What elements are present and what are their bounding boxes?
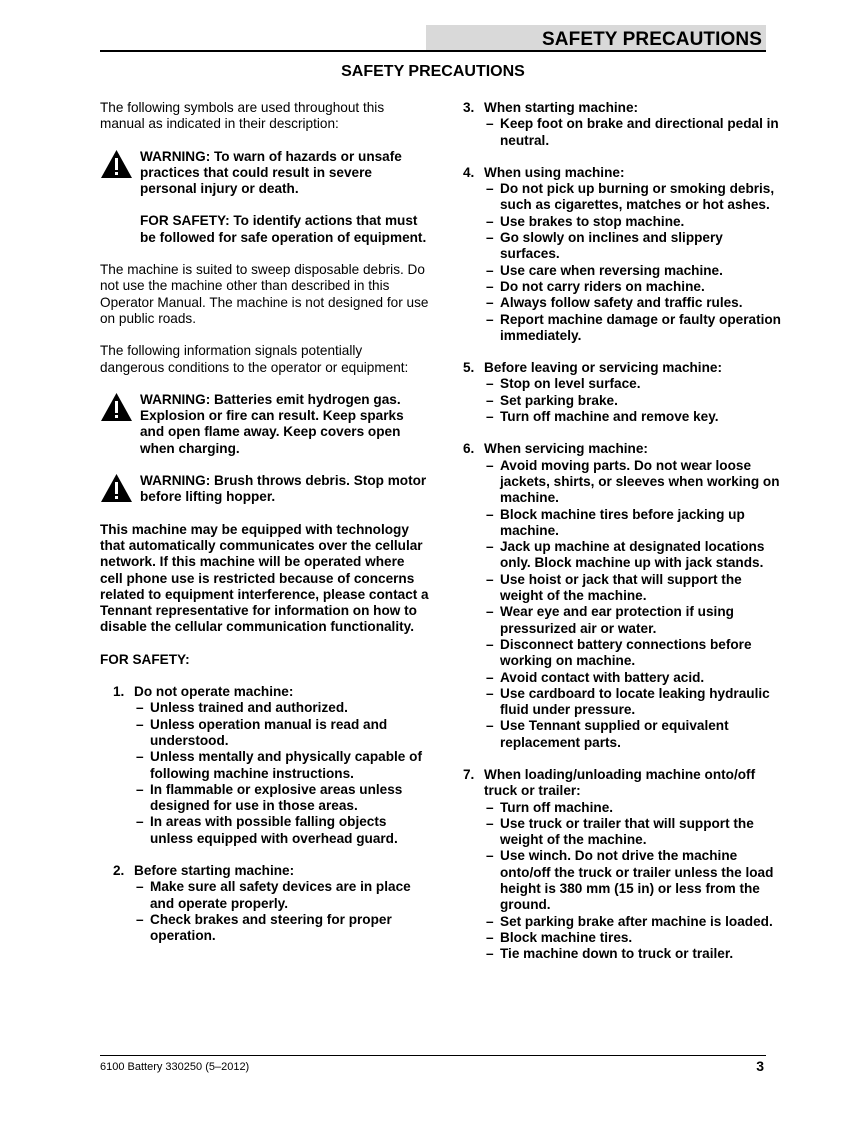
list-item: – Avoid moving parts. Do not wear loose jackets, shirts, or sleeves when working on machine.	[486, 457, 780, 506]
list-item: – Jack up machine at designated locations only. Block machine up with jack stands.	[486, 539, 765, 571]
list-item: – Unless mentally and physically capable of following machine instructions.	[136, 749, 422, 781]
list-item: – Use cardboard to locate leaking hydraulic fluid under pressure.	[486, 685, 770, 718]
list-item: – Avoid contact with battery acid.	[486, 669, 705, 685]
section-title: When starting machine:	[484, 100, 639, 115]
cellular-paragraph: This machine may be equipped with technology that automatically communicates over the cellular network. If this machine will be operated where cell phone use is restricted because of concerns related to equipment interference, please contact a Tennant representative for information on how to disable the cellular communication functionality.	[100, 521, 429, 635]
section-number: 1.	[113, 684, 125, 700]
list-item: – Keep foot on brake and directional pedal in neutral.	[486, 116, 779, 148]
list-item: – Do not pick up burning or smoking debris, such as cigarettes, matches or hot ashes.	[486, 181, 775, 213]
footer-doc-id: 6100 Battery 330250 (5–2012)	[100, 1061, 250, 1073]
safety-section	[463, 100, 783, 149]
list-item: – Report machine damage or faulty operation immediately.	[486, 311, 781, 343]
section-title: Before leaving or servicing machine:	[484, 360, 722, 376]
section-title: Before starting machine:	[134, 862, 295, 878]
section-number: 3.	[463, 100, 475, 115]
safety-definition: FOR SAFETY: To identify actions that must be followed for safe operation of equipment.	[140, 213, 427, 245]
warning-definition: WARNING: To warn of hazards or unsafe practices that could result in severe personal injury or death.	[140, 148, 402, 197]
list-item: – Unless operation manual is read and understood.	[136, 716, 388, 748]
list-item: – Tie machine down to truck or trailer.	[486, 946, 734, 962]
list-item: – Go slowly on inclines and slippery surfaces.	[486, 230, 723, 262]
list-item: – Use truck or trailer that will support the weight of the machine.	[486, 815, 754, 848]
list-item: – Set parking brake.	[486, 392, 618, 408]
safety-section	[463, 360, 783, 425]
list-item: – Use winch. Do not drive the machine onto/off the truck or trailer unless the load height is 380 mm (15 in) or less from the ground.	[486, 848, 774, 913]
page-title: SAFETY PRECAUTIONS	[341, 63, 525, 80]
section-title: When using machine:	[484, 164, 625, 180]
warning-brush: WARNING: Brush throws debris. Stop motor before lifting hopper.	[140, 473, 427, 505]
left-column	[100, 100, 430, 960]
safety-section	[463, 165, 783, 344]
section-number: 4.	[463, 164, 475, 180]
list-item: – Make sure all safety devices are in place and operate properly.	[136, 879, 411, 911]
footer-rule	[100, 1055, 766, 1056]
safety-section	[113, 684, 430, 847]
header-rule	[100, 50, 766, 52]
section-title: When loading/unloading machine onto/off truck or trailer:	[484, 766, 756, 799]
list-item: – Unless trained and authorized.	[136, 700, 348, 716]
for-safety-heading: FOR SAFETY:	[100, 651, 190, 667]
list-item: – Use care when reversing machine.	[486, 262, 723, 278]
section-title: When servicing machine:	[484, 441, 648, 457]
list-item: – Do not carry riders on machine.	[486, 278, 705, 294]
warning-brush-block	[100, 473, 430, 506]
warning-batteries-block	[100, 392, 430, 457]
list-item: – Check brakes and steering for proper operation.	[136, 911, 392, 944]
section-number: 6.	[463, 441, 475, 457]
section-number: 7.	[463, 766, 475, 782]
list-item: – Use brakes to stop machine.	[486, 213, 685, 229]
list-item: – Wear eye and ear protection if using pressurized air or water.	[486, 604, 734, 636]
list-item: – Turn off machine and remove key.	[486, 409, 719, 425]
list-item: – Turn off machine.	[486, 799, 614, 815]
intro-text: The following symbols are used throughout this manual as indicated in their description:	[100, 100, 385, 132]
warning-definition-block	[100, 149, 430, 246]
safety-section	[463, 441, 783, 751]
list-item: – Block machine tires before jacking up machine.	[486, 506, 745, 538]
safety-section	[113, 863, 430, 944]
list-item: – Block machine tires.	[486, 929, 633, 945]
list-item: – Stop on level surface.	[486, 376, 641, 392]
warning-triangle-icon	[100, 473, 133, 503]
list-item: – Disconnect battery connections before working on machine.	[486, 636, 752, 669]
list-item: – Always follow safety and traffic rules.	[486, 295, 743, 311]
section-number: 5.	[463, 360, 475, 376]
header-title: SAFETY PRECAUTIONS	[542, 29, 762, 50]
warning-triangle-icon	[100, 392, 133, 422]
info-paragraph: The following information signals potentially dangerous conditions to the operator or equipment:	[100, 343, 409, 375]
section-number: 2.	[113, 862, 125, 878]
safety-list-left	[100, 684, 430, 944]
suited-paragraph: The machine is suited to sweep disposable debris. Do not use the machine other than described in this Operator Manual. The machine is not designed for use on public roads.	[100, 262, 429, 326]
list-item: – Use Tennant supplied or equivalent replacement parts.	[486, 718, 729, 750]
section-title: Do not operate machine:	[134, 684, 294, 700]
list-item: – In areas with possible falling objects unless equipped with overhead guard.	[136, 814, 398, 846]
list-item: – In flammable or explosive areas unless designed for use in those areas.	[136, 781, 403, 814]
page-number: 3	[756, 1058, 764, 1074]
warning-batteries: WARNING: Batteries emit hydrogen gas. Explosion or fire can result. Keep sparks and open flame away. Keep covers open when charging.	[140, 391, 404, 456]
right-column	[463, 100, 783, 979]
list-item: – Set parking brake after machine is loaded.	[486, 913, 773, 929]
safety-list-right	[463, 100, 783, 963]
list-item: – Use hoist or jack that will support the weight of the machine.	[486, 571, 742, 604]
safety-section	[463, 767, 783, 963]
warning-triangle-icon	[100, 149, 133, 179]
